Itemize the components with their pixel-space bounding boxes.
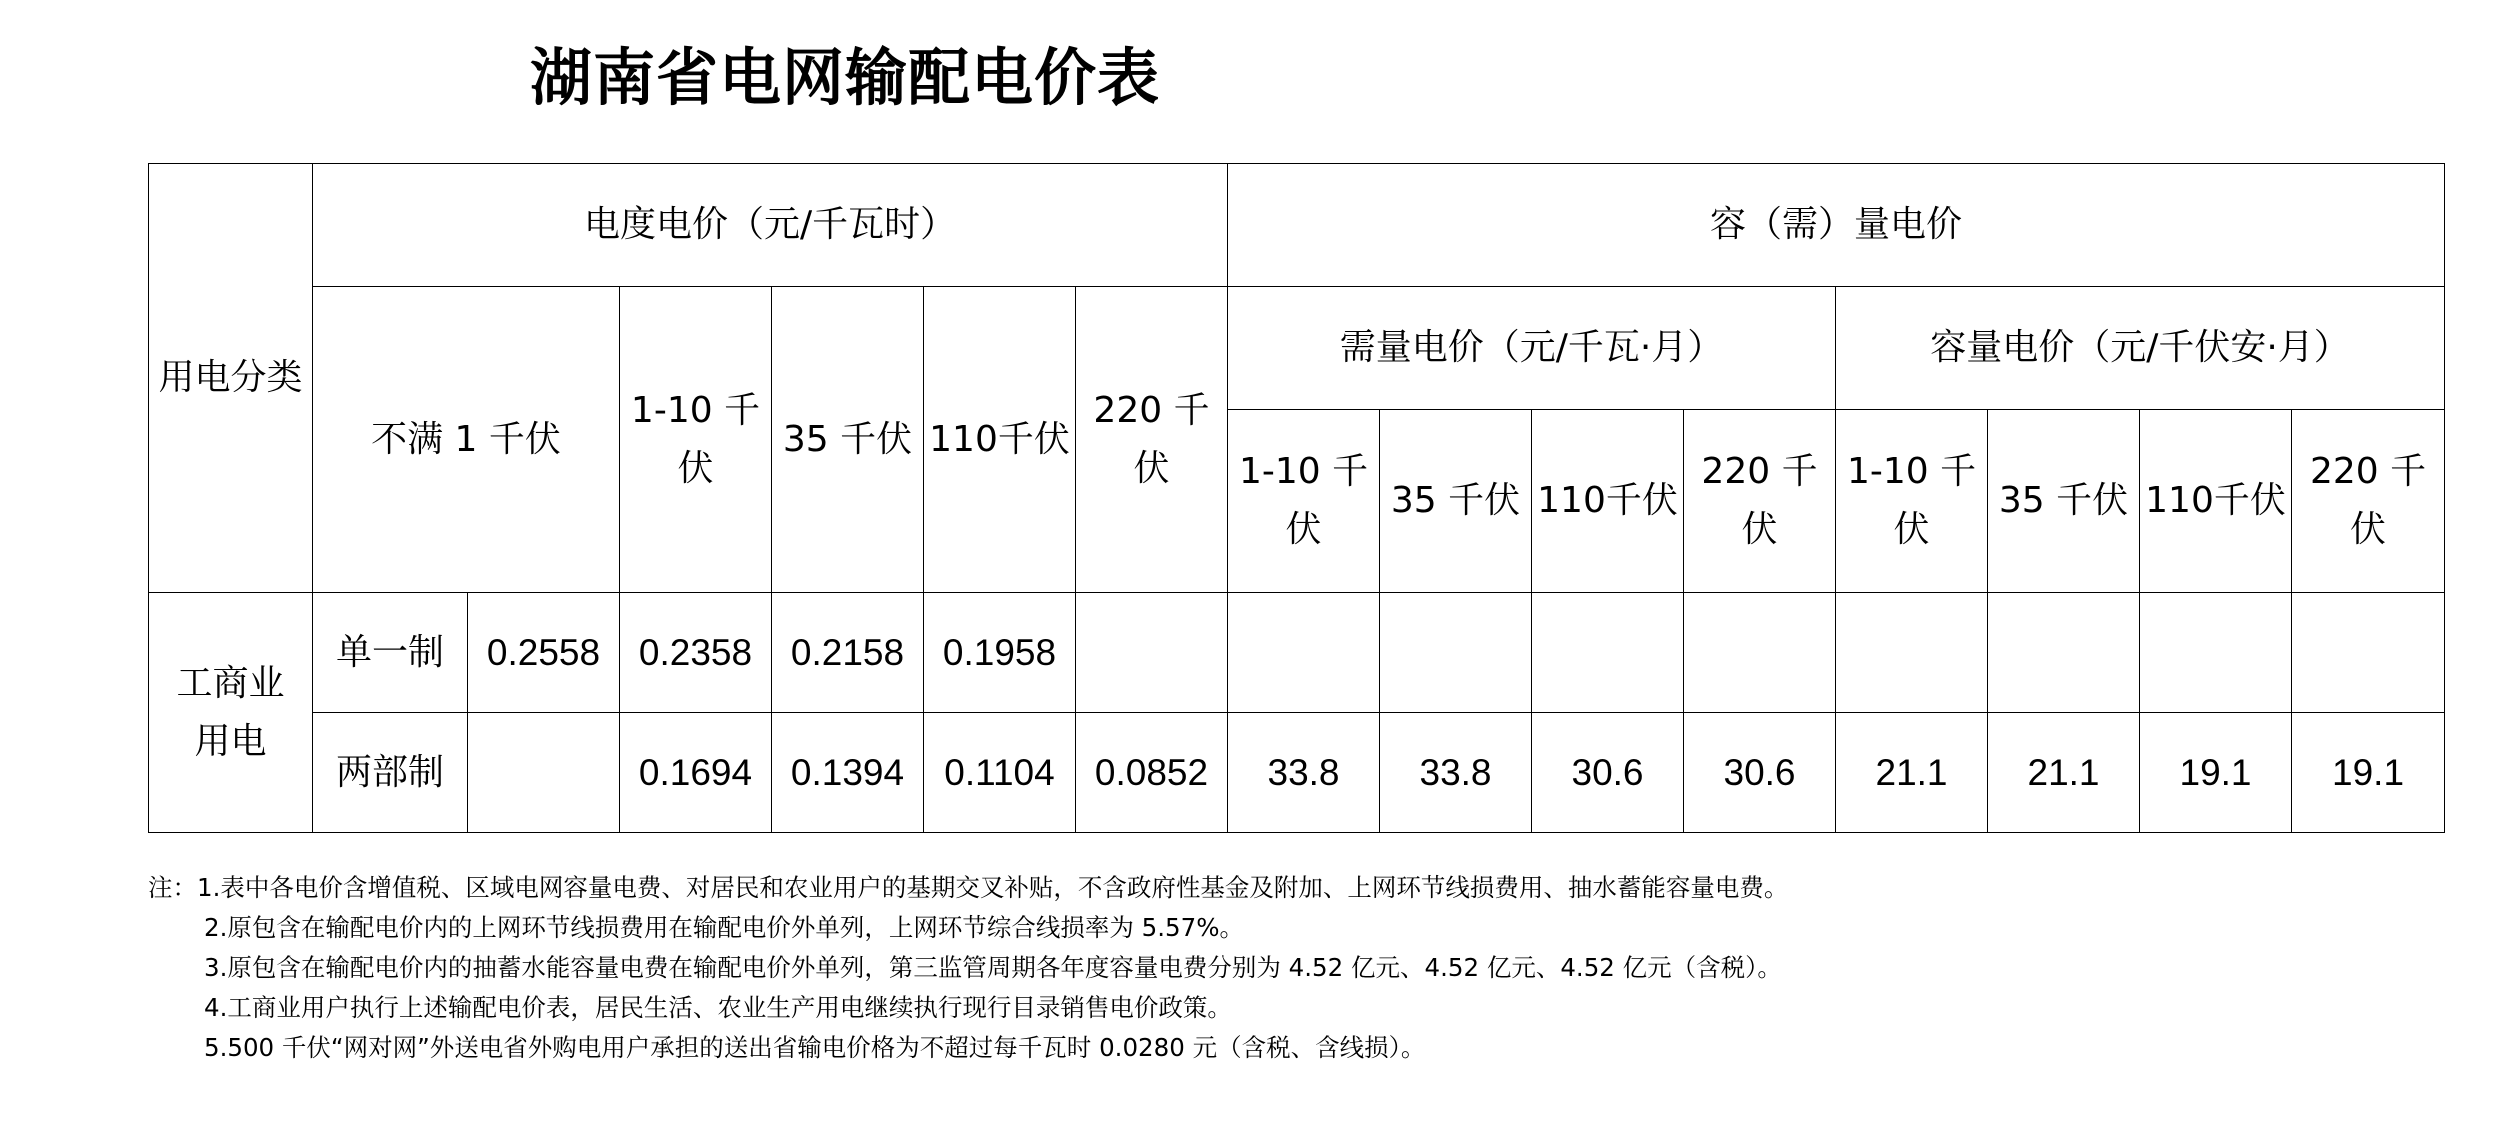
- table-cell: 30.6: [1532, 713, 1684, 833]
- notes: [148, 868, 2448, 1068]
- table-cell: 0.1958: [924, 593, 1076, 713]
- table-cell: 33.8: [1380, 713, 1532, 833]
- table-cell: 0.2158: [772, 593, 924, 713]
- note-line: 5.500 千伏“网对网”外送电省外购电用户承担的送出省输电价格为不超过每千瓦时 0.0280 元（含税、含线损）。: [204, 1033, 1426, 1062]
- category-header: 用电分类: [149, 164, 313, 593]
- table-cell: [1836, 593, 1988, 713]
- demand-level-header: 35 千伏: [1380, 410, 1532, 593]
- table-cell: 33.8: [1228, 713, 1380, 833]
- table-cell: 0.2358: [620, 593, 772, 713]
- table-cell: [1228, 593, 1380, 713]
- table-cell: [468, 713, 620, 833]
- demand-level-header: 220 千伏: [1684, 410, 1836, 593]
- table-cell: [2292, 593, 2445, 713]
- table-cell: [2140, 593, 2292, 713]
- table-cell: 0.2558: [468, 593, 620, 713]
- note-line: 2.原包含在输配电价内的上网环节线损费用在输配电价外单列，上网环节综合线损率为 5.57%。: [204, 913, 1244, 942]
- row-group-label: 工商业用电: [149, 593, 313, 833]
- note-line: 4.工商业用户执行上述输配电价表，居民生活、农业生产用电继续执行现行目录销售电价政策。: [204, 993, 1232, 1022]
- energy-price-header: 电度电价（元/千瓦时）: [313, 164, 1228, 287]
- table-cell: [1380, 593, 1532, 713]
- capacity-level-header: 220 千伏: [2292, 410, 2445, 593]
- row-label-two-part: 两部制: [313, 713, 468, 833]
- table-cell: [1076, 593, 1228, 713]
- table-cell: [1988, 593, 2140, 713]
- demand-price-header: 需量电价（元/千瓦·月）: [1228, 287, 1836, 410]
- capacity-price-header: 容量电价（元/千伏安·月）: [1836, 287, 2445, 410]
- energy-level-header: 220 千伏: [1076, 287, 1228, 593]
- capacity-level-header: 1-10 千伏: [1836, 410, 1988, 593]
- capacity-group-header: 容（需）量电价: [1228, 164, 2445, 287]
- page-title: 湖南省电网输配电价表: [529, 41, 1160, 114]
- table-cell: [1532, 593, 1684, 713]
- price-table: [148, 163, 2445, 833]
- demand-level-header: 110千伏: [1532, 410, 1684, 593]
- energy-level-header: 不满 1 千伏: [313, 287, 620, 593]
- table-cell: 0.1694: [620, 713, 772, 833]
- table-cell: 30.6: [1684, 713, 1836, 833]
- table-cell: [1684, 593, 1836, 713]
- table-cell: 0.1394: [772, 713, 924, 833]
- note-line: 注：1.表中各电价含增值税、区域电网容量电费、对居民和农业用户的基期交叉补贴，不含政府性基金及附加、上网环节线损费用、抽水蓄能容量电费。: [148, 873, 1789, 902]
- table-cell: 0.0852: [1076, 713, 1228, 833]
- row-label-single: 单一制: [313, 593, 468, 713]
- capacity-level-header: 35 千伏: [1988, 410, 2140, 593]
- demand-level-header: 1-10 千伏: [1228, 410, 1380, 593]
- table-cell: 19.1: [2140, 713, 2292, 833]
- table-cell: 21.1: [1988, 713, 2140, 833]
- energy-level-header: 1-10 千伏: [620, 287, 772, 593]
- table-cell: 19.1: [2292, 713, 2445, 833]
- note-line: 3.原包含在输配电价内的抽蓄水能容量电费在输配电价外单列，第三监管周期各年度容量电费分别为 4.52 亿元、4.52 亿元、4.52 亿元（含税）。: [204, 953, 1782, 982]
- energy-level-header: 35 千伏: [772, 287, 924, 593]
- table-cell: 0.1104: [924, 713, 1076, 833]
- energy-level-header: 110千伏: [924, 287, 1076, 593]
- table-cell: 21.1: [1836, 713, 1988, 833]
- capacity-level-header: 110千伏: [2140, 410, 2292, 593]
